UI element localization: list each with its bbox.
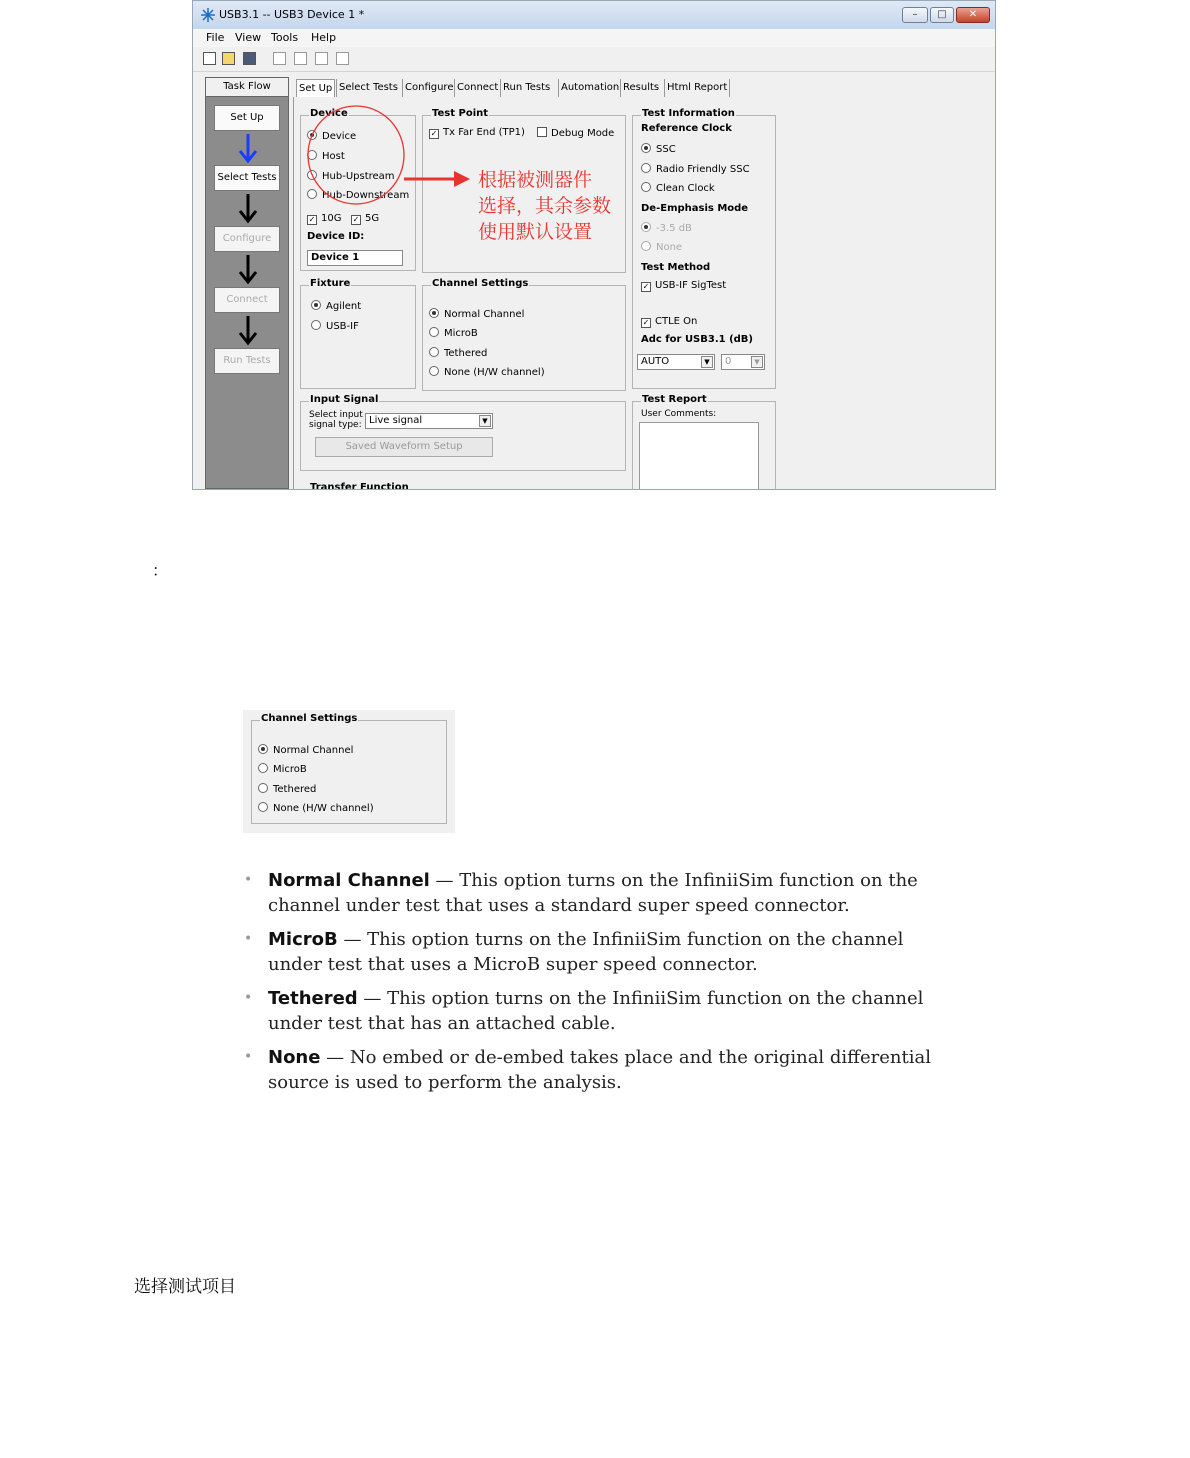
colon-text: ：	[152, 561, 169, 580]
adc-value-select[interactable]: 0 ▼	[721, 354, 765, 370]
device-radio-hub-downstream[interactable]: Hub-Downstream	[307, 189, 409, 201]
task-flow-header: Task Flow	[206, 78, 288, 97]
saved-waveform-setup-button[interactable]: Saved Waveform Setup	[315, 437, 493, 457]
tab-select-tests[interactable]: Select Tests	[336, 79, 400, 97]
save-icon[interactable]	[243, 52, 256, 65]
reference-clock-label: Reference Clock	[641, 123, 732, 134]
flow-arrow-icon	[238, 255, 258, 285]
bullet-term: Normal Channel	[268, 870, 430, 891]
test-report-label: Test Report	[642, 394, 707, 405]
setup-content	[293, 97, 988, 490]
toolbar-icon-3[interactable]	[315, 52, 328, 65]
signal-type-select[interactable]: Live signal ▼	[365, 413, 493, 429]
channel-settings-image-label: Channel Settings	[261, 713, 358, 724]
rate-5g-checkbox[interactable]: ✓ 5G	[352, 213, 380, 224]
channel-settings-image-group	[251, 713, 447, 824]
rate-10g-checkbox[interactable]: ✓ 10G	[308, 213, 342, 224]
task-flow-run-tests-button[interactable]: Run Tests	[214, 348, 280, 374]
tab-automation[interactable]: Automation	[558, 79, 621, 97]
menu-view[interactable]: View	[235, 31, 262, 44]
de-emphasis-radio-3-5db[interactable]: -3.5 dB	[641, 222, 692, 234]
flow-arrow-icon	[238, 316, 258, 346]
annotation-line-2: 选择，其余参数	[478, 195, 612, 217]
device-id-input[interactable]: Device 1	[307, 250, 403, 266]
app-logo-icon	[201, 8, 215, 22]
transfer-function-label: Transfer Function	[309, 482, 410, 490]
toolbar	[193, 47, 995, 72]
test-method-label: Test Method	[641, 262, 711, 273]
open-folder-icon[interactable]	[222, 52, 235, 65]
signal-type-label-1: Select input	[309, 410, 363, 420]
annotation-line-3: 使用默认设置	[478, 221, 593, 243]
app-window-screenshot	[192, 0, 996, 490]
section-heading: 选择测试项目	[134, 1277, 236, 1297]
de-emphasis-radio-none[interactable]: None	[641, 241, 682, 253]
fixture-label: Fixture	[310, 278, 351, 289]
debug-mode-checkbox[interactable]: Debug Mode	[537, 127, 614, 139]
tab-results[interactable]: Results	[620, 79, 661, 97]
highlight-circle-icon	[294, 97, 414, 207]
channel-image-radio-normal: Normal Channel	[258, 744, 353, 756]
flow-arrow-blue-icon	[238, 134, 258, 164]
menu-file[interactable]: File	[206, 31, 225, 44]
task-flow-connect-button[interactable]: Connect	[214, 287, 280, 313]
minimize-button[interactable]: –	[902, 7, 928, 23]
toolbar-icon-2[interactable]	[294, 52, 307, 65]
tab-configure[interactable]: Configure	[402, 79, 455, 97]
toolbar-icon-1[interactable]	[273, 52, 286, 65]
tab-connect[interactable]: Connect	[454, 79, 500, 97]
annotation-line-1: 根据被测器件	[478, 169, 593, 191]
de-emphasis-label: De-Emphasis Mode	[641, 203, 749, 214]
input-signal-label: Input Signal	[310, 394, 379, 405]
ctle-on-checkbox[interactable]: ✓ CTLE On	[642, 316, 698, 327]
channel-radio-normal[interactable]: Normal Channel	[429, 308, 524, 320]
fixture-radio-agilent[interactable]: Agilent	[311, 300, 361, 312]
ref-clock-radio-clean-clock[interactable]: Clean Clock	[641, 182, 715, 194]
task-flow-configure-button[interactable]: Configure	[214, 226, 280, 252]
channel-image-radio-tethered: Tethered	[258, 783, 316, 795]
fixture-group	[300, 278, 416, 389]
test-point-label: Test Point	[432, 108, 489, 119]
channel-settings-image	[243, 710, 455, 833]
title-bar	[193, 1, 995, 29]
menu-help[interactable]: Help	[311, 31, 337, 44]
bullet-term: Tethered	[268, 988, 358, 1009]
bullet-text: — This option turns on the InfiniiSim function on the channel under test that has an attached cable.	[268, 988, 924, 1034]
tab-set-up[interactable]: Set Up	[296, 79, 335, 98]
ref-clock-radio-ssc[interactable]: SSC	[641, 143, 676, 155]
menu-tools[interactable]: Tools	[271, 31, 299, 44]
channel-image-radio-none: None (H/W channel)	[258, 802, 374, 814]
adc-select[interactable]: AUTO ▼	[637, 354, 715, 370]
channel-radio-microb[interactable]: MicroB	[429, 327, 478, 339]
signal-type-label-2: signal type:	[309, 420, 362, 430]
maximize-button[interactable]: □	[930, 7, 954, 23]
bullet-term: None	[268, 1047, 321, 1068]
device-radio-host[interactable]: Host	[307, 150, 345, 162]
test-report-group	[632, 394, 776, 490]
tab-html-report[interactable]: Html Report	[664, 79, 730, 97]
device-id-label: Device ID:	[307, 231, 365, 242]
bullet-text: — This option turns on the InfiniiSim function on the channel under test that uses a MicroB super speed connector.	[268, 929, 904, 975]
user-comments-label: User Comments:	[641, 409, 717, 419]
fixture-radio-usb-if[interactable]: USB-IF	[311, 320, 359, 332]
transfer-function-group	[300, 482, 626, 490]
flow-arrow-icon	[238, 194, 258, 224]
device-radio-device[interactable]: Device	[307, 130, 356, 142]
bullet-term: MicroB	[268, 929, 338, 950]
menu-bar	[193, 29, 995, 47]
channel-settings-group	[422, 278, 626, 391]
close-button[interactable]: ✕	[956, 7, 990, 23]
task-flow-setup-button[interactable]: Set Up	[214, 105, 280, 131]
bullet-text: — No embed or de-embed takes place and the original differential source is used to perform the analysis.	[268, 1047, 931, 1093]
test-information-label: Test Information	[642, 108, 735, 119]
ref-clock-radio-radio-friendly-ssc[interactable]: Radio Friendly SSC	[641, 163, 750, 175]
device-group-label: Device	[310, 108, 348, 119]
channel-settings-label: Channel Settings	[432, 278, 529, 289]
red-arrow-icon	[404, 169, 472, 189]
user-comments-textarea[interactable]	[639, 422, 759, 490]
task-flow-select-tests-button[interactable]: Select Tests	[214, 165, 280, 191]
annotation-text	[478, 167, 611, 245]
channel-radio-none[interactable]: None (H/W channel)	[429, 366, 545, 378]
input-signal-group	[300, 394, 626, 471]
adc-label: Adc for USB3.1 (dB)	[641, 334, 754, 345]
toolbar-icon-4[interactable]	[336, 52, 349, 65]
channel-image-radio-microb: MicroB	[258, 763, 307, 775]
tab-run-tests[interactable]: Run Tests	[500, 79, 552, 97]
usb-if-sigtest-checkbox[interactable]: ✓ USB-IF SigTest	[642, 280, 727, 291]
channel-radio-tethered[interactable]: Tethered	[429, 347, 487, 359]
tx-far-end-checkbox[interactable]: ✓ Tx Far End (TP1)	[430, 127, 525, 138]
bullet-text: — This option turns on the InfiniiSim function on the channel under test that uses a standard super speed connector.	[268, 870, 918, 916]
new-file-icon[interactable]	[203, 52, 216, 65]
test-information-group	[632, 108, 776, 389]
window-title: USB3.1 -- USB3 Device 1 *	[219, 8, 365, 21]
task-flow-panel	[205, 77, 289, 489]
device-radio-hub-upstream[interactable]: Hub-Upstream	[307, 170, 395, 182]
